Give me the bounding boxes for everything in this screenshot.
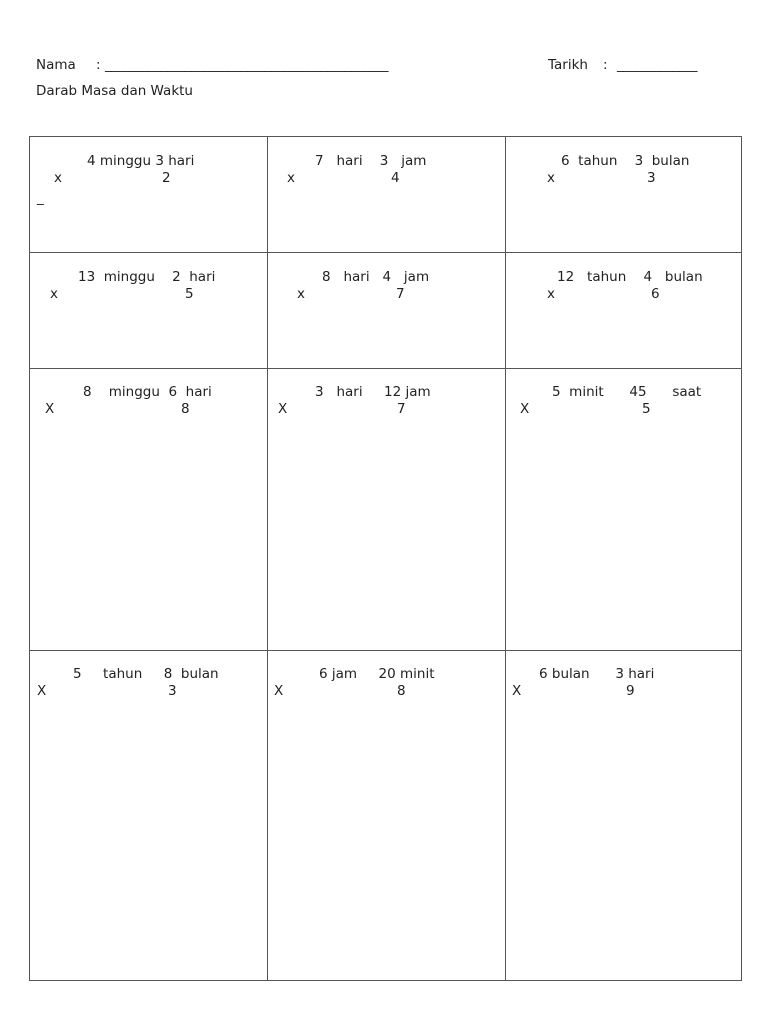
multiplicand: 8 hari 4 jam (322, 269, 430, 285)
multiply-sign: x (297, 286, 305, 302)
multiplier: 7 (397, 401, 406, 417)
multiplicand: 6 tahun 3 bulan (561, 153, 690, 169)
multiplier: 5 (642, 401, 651, 417)
exercise-cell-3[interactable] (506, 137, 743, 252)
multiply-sign: X (278, 401, 288, 417)
exercise-cell-4[interactable] (30, 253, 267, 368)
exercise-cell-6[interactable] (506, 253, 743, 368)
exercise-cell-10[interactable] (30, 651, 267, 981)
multiplier: 2 (162, 170, 171, 186)
multiplicand: 6 jam 20 minit (319, 666, 435, 682)
multiply-sign: x (50, 286, 58, 302)
multiplier: 8 (181, 401, 190, 417)
multiply-sign: X (45, 401, 55, 417)
exercise-cell-11[interactable] (268, 651, 505, 981)
multiplier: 6 (651, 286, 660, 302)
multiplier: 8 (397, 683, 406, 699)
multiplicand: 6 bulan 3 hari (539, 666, 655, 682)
exercise-cell-8[interactable] (268, 369, 505, 650)
multiplier: 4 (391, 170, 400, 186)
multiplicand: 5 minit 45 saat (552, 384, 702, 400)
multiply-sign: X (37, 683, 47, 699)
multiply-sign: x (547, 170, 555, 186)
multiplier: 3 (168, 683, 177, 699)
date-colon: : (603, 57, 608, 73)
date-field-line[interactable]: _____________ (617, 57, 697, 73)
multiplicand: 7 hari 3 jam (315, 153, 427, 169)
multiply-sign: X (520, 401, 530, 417)
worksheet-title: Darab Masa dan Waktu (36, 83, 193, 99)
multiply-sign: x (547, 286, 555, 302)
multiplicand: 3 hari 12 jam (315, 384, 431, 400)
name-field-line[interactable]: ______________________________________________ (105, 57, 388, 73)
multiply-sign: x (287, 170, 295, 186)
exercise-cell-2[interactable] (268, 137, 505, 252)
date-label: Tarikh (548, 57, 588, 73)
multiplicand: 13 minggu 2 hari (78, 269, 216, 285)
multiplicand: 12 tahun 4 bulan (557, 269, 703, 285)
multiplicand: 8 minggu 6 hari (83, 384, 212, 400)
multiplicand: 4 minggu 3 hari (87, 153, 195, 169)
exercise-grid (29, 136, 742, 981)
multiplier: 7 (396, 286, 405, 302)
multiplier: 3 (647, 170, 656, 186)
multiply-sign: x (54, 170, 62, 186)
exercise-cell-5[interactable] (268, 253, 505, 368)
name-colon: : (96, 57, 101, 73)
underline-mark: _ (37, 190, 44, 206)
multiplier: 5 (185, 286, 194, 302)
multiply-sign: X (512, 683, 522, 699)
exercise-cell-1[interactable] (30, 137, 267, 252)
exercise-cell-7[interactable] (30, 369, 267, 650)
multiplier: 9 (626, 683, 635, 699)
exercise-cell-9[interactable] (506, 369, 743, 650)
exercise-cell-12[interactable] (506, 651, 743, 981)
multiply-sign: X (274, 683, 284, 699)
name-label: Nama (36, 57, 76, 73)
multiplicand: 5 tahun 8 bulan (73, 666, 219, 682)
